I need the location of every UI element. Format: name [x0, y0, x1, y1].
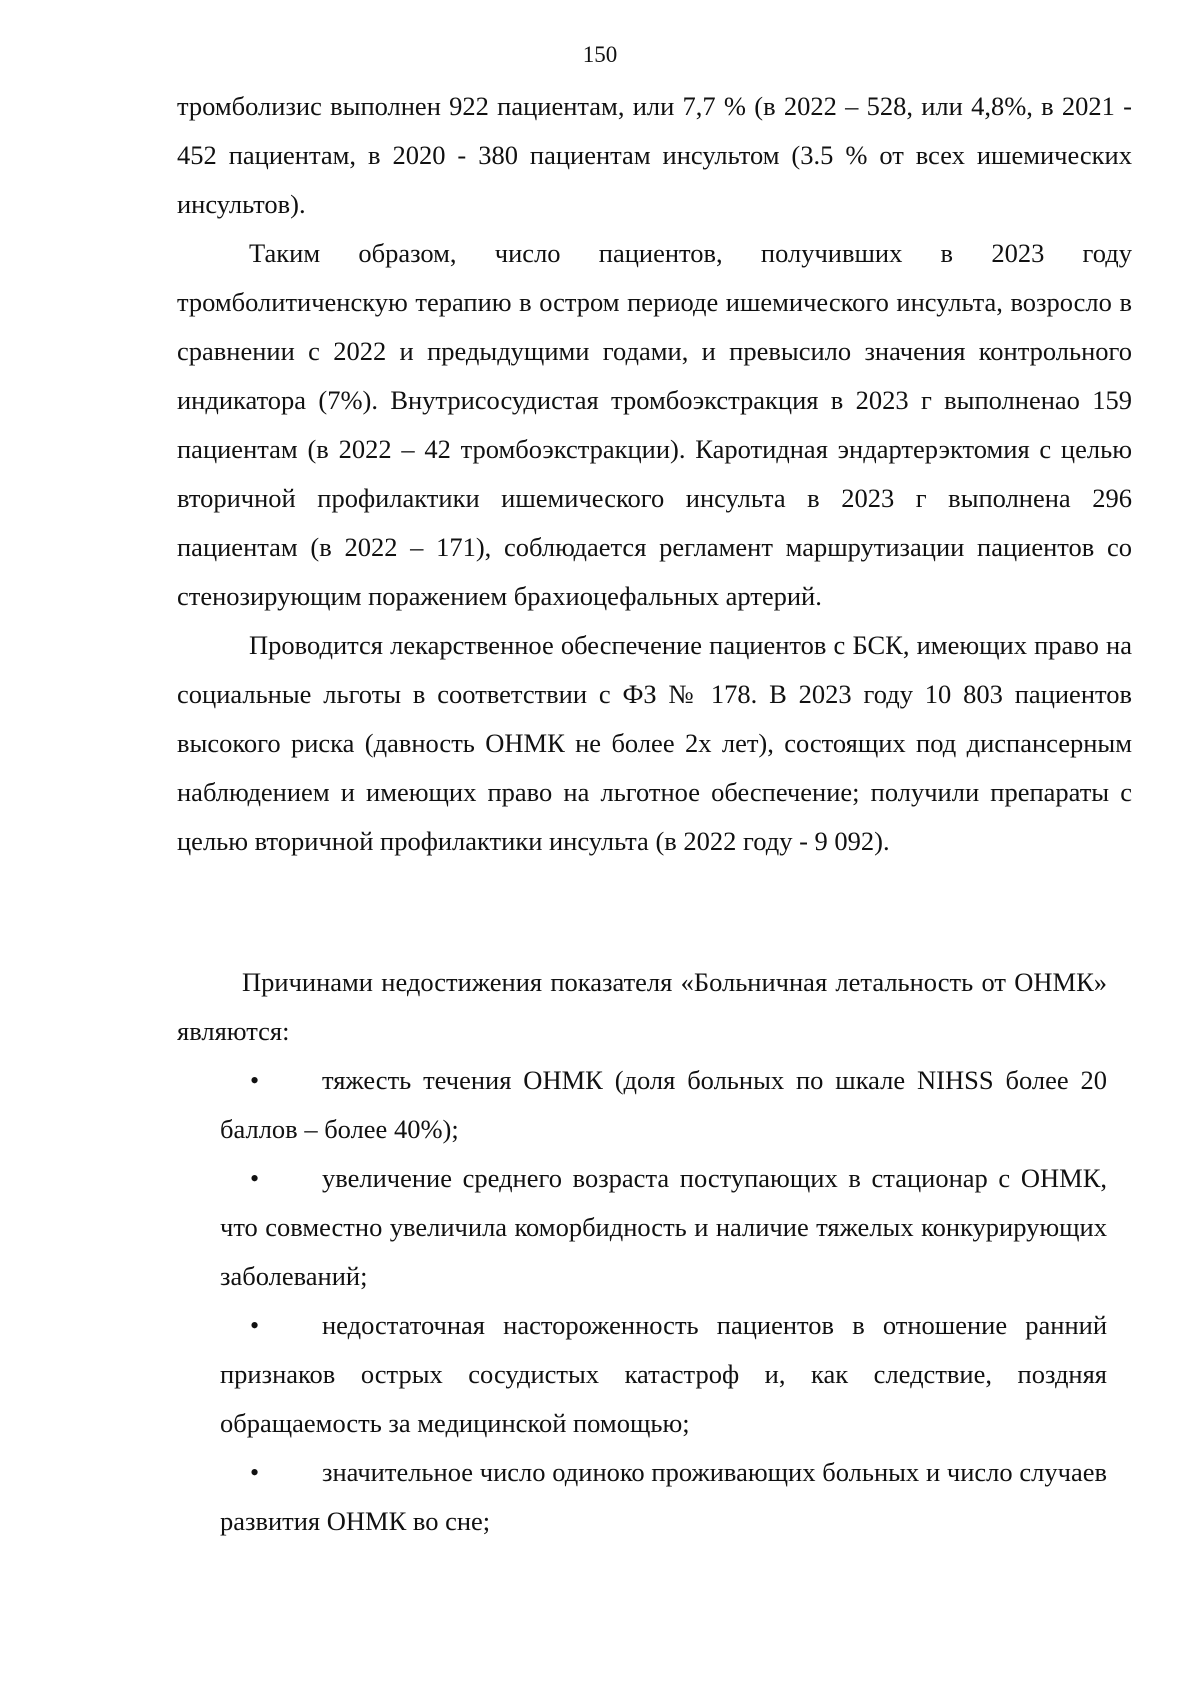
paragraph-drug-provision: Проводится лекарственное обеспечение пациентов с БСК, имеющих право на социальные льготы в соответствии с ФЗ № 178. В 2023 году 10 803 пациентов высокого риска (давность ОНМК не более 2х лет), состоящих под диспансерным наблюдением и имеющих право на льготное обеспечение; получили препараты с целью вторичной профилактики инсульта (в 2022 году - 9 092).: [177, 630, 1132, 856]
bullet-icon: •: [250, 1066, 260, 1095]
document-body: [177, 82, 1132, 866]
list-item-text: увеличение среднего возраста поступающих в стационар с ОНМК, что совместно увеличила коморбидность и наличие тяжелых конкурирующих заболеваний;: [220, 1163, 1107, 1291]
list-item-text: значительное число одиноко проживающих больных и число случаев развития ОНМК во сне;: [220, 1457, 1107, 1536]
list-item-text: тяжесть течения ОНМК (доля больных по шкале NIHSS более 20 баллов – более 40%);: [220, 1065, 1107, 1144]
list-item-text: недостаточная настороженность пациентов в отношение ранний признаков острых сосудистых катастроф и, как следствие, поздняя обращаемость за медицинской помощью;: [220, 1310, 1107, 1438]
reasons-lead: Причинами недостижения показателя «Больничная летальность от ОНМК» являются:: [177, 967, 1107, 1046]
paragraph-conclusion: Таким образом, число пациентов, получивших в 2023 году тромболитиченскую терапию в остром периоде ишемического инсульта, возросло в сравнении с 2022 и предыдущими годами, и превысило значения контрольного индикатора (7%). Внутрисосудистая тромбоэкстракция в 2023 г выполненао 159 пациентам (в 2022 – 42 тромбоэкстракции). Каротидная эндартерэктомия с целью вторичной профилактики ишемического инсульта в 2023 г выполнена 296 пациентам (в 2022 – 171), соблюдается регламент маршрутизации пациентов со стенозирующим поражением брахиоцефальных артерий.: [177, 238, 1132, 611]
list-item: [220, 1056, 1107, 1154]
paragraph-thrombolysis: тромболизис выполнен 922 пациентам, или 7,7 % (в 2022 – 528, или 4,8%, в 2021 - 452 пациентам, в 2020 - 380 пациентам инсультом (3.5 % от всех ишемических инсультов).: [177, 91, 1132, 219]
bullet-icon: •: [250, 1458, 260, 1487]
list-item: [220, 1154, 1107, 1301]
page-number: 150: [582, 42, 618, 67]
bullet-icon: •: [250, 1311, 260, 1340]
reasons-list: [177, 1056, 1107, 1546]
bullet-icon: •: [250, 1164, 260, 1193]
list-item: [220, 1301, 1107, 1448]
list-item: [220, 1448, 1107, 1546]
reasons-section: [177, 958, 1107, 1546]
